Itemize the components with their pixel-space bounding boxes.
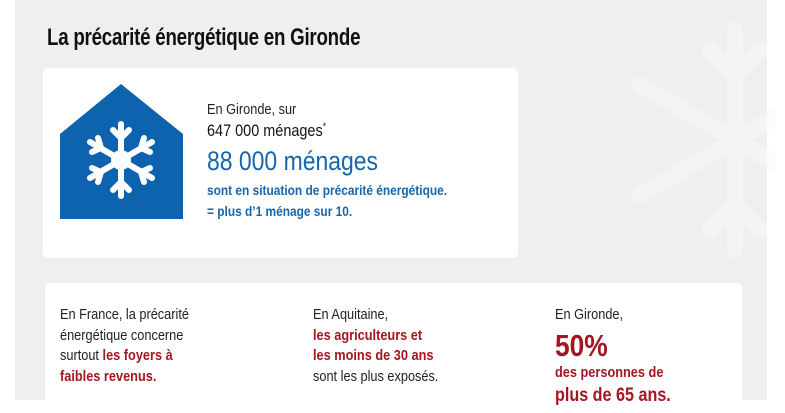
snowflake-watermark-icon — [625, 10, 775, 270]
ratio-text: = plus d’1 ménage sur 10. — [207, 203, 353, 219]
precarious-households-count: 88 000 ménages — [207, 146, 378, 176]
situation-text: sont en situation de précarité énergétique. — [207, 182, 448, 198]
house-snowflake-icon — [60, 84, 183, 219]
fact-aquitaine: En Aquitaine, les agriculteurs et les moins de 30 ans sont les plus exposés. — [313, 306, 439, 385]
intro-text: En Gironde, sur — [207, 101, 297, 118]
page-title: La précarité énergétique en Gironde — [47, 24, 361, 51]
total-households: 647 000 ménages* — [207, 121, 327, 140]
fact-gironde: En Gironde, 50% des personnes de plus de 65 ans. — [555, 306, 671, 406]
fact-france: En France, la précarité énergétique concerne surtout les foyers à faibles revenus. — [60, 306, 189, 385]
